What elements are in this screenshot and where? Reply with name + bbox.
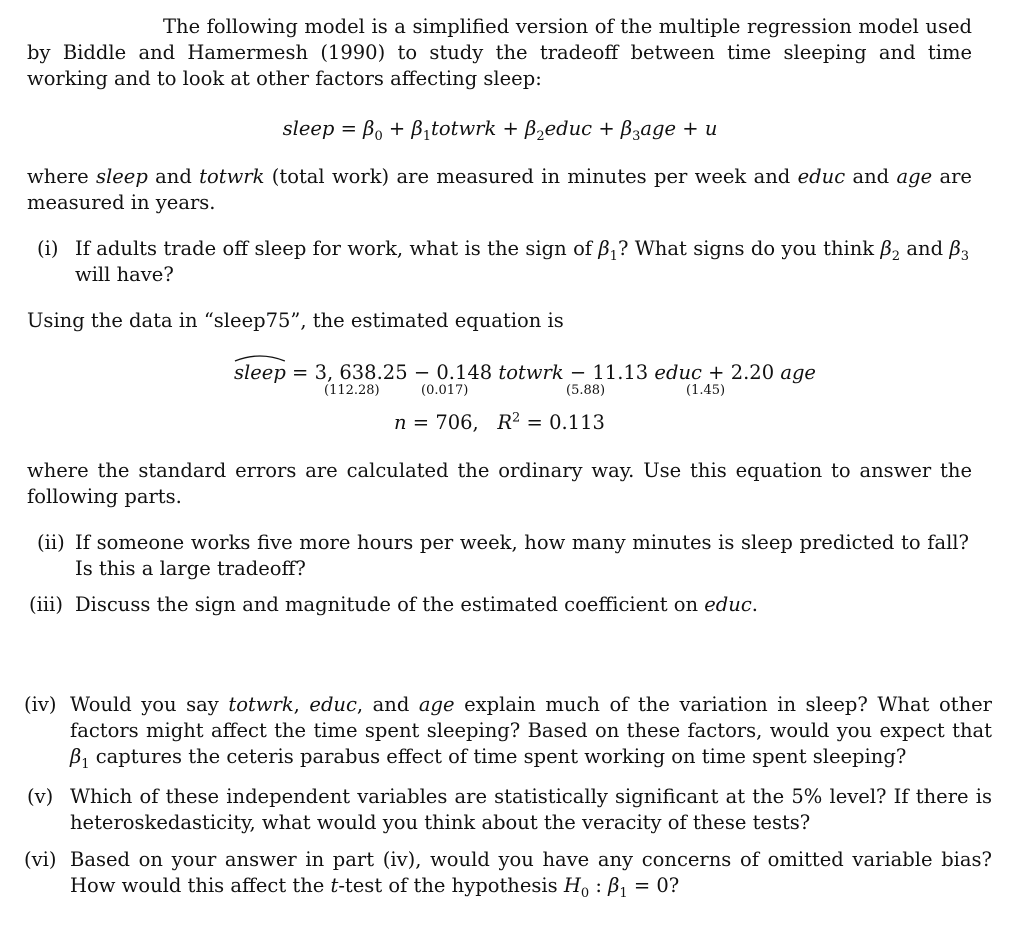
q4-var-totwrk: totwrk	[228, 693, 294, 716]
model-plus-4: +	[682, 117, 699, 140]
question-i-label: (i)	[37, 237, 59, 260]
model-beta1-sub: 1	[422, 128, 432, 144]
q1-beta3: β	[949, 237, 961, 260]
question-i-body	[37, 236, 969, 288]
stats-r2-sup: 2	[512, 410, 521, 426]
q3-text-1: Discuss the sign and magnitude of the estimated coefficient on	[75, 593, 705, 616]
q4-var-age: age	[418, 693, 455, 716]
question-v-label: (v)	[27, 785, 54, 808]
model-beta3: β	[620, 117, 633, 140]
where1-var-age: age	[896, 165, 933, 188]
estimated-coef-totwrk: 0.148	[436, 361, 493, 384]
where1-text-5: are measured in years.	[27, 165, 972, 214]
estimated-lhs-text: sleep	[234, 361, 286, 384]
stats-n-label: n	[394, 411, 407, 434]
q4-var-educ: educ	[309, 693, 357, 716]
estimated-minus-2: −	[569, 361, 587, 384]
where1-text-2: and	[147, 165, 200, 188]
model-beta0-sub: 0	[374, 128, 383, 144]
stats-r2-value: 0.113	[549, 411, 605, 434]
question-v	[27, 784, 992, 836]
q1-beta3-sub: 3	[960, 248, 969, 264]
question-ii-label: (ii)	[37, 531, 65, 554]
model-beta0: β	[363, 117, 375, 140]
estimated-var-totwrk: totwrk	[498, 361, 564, 384]
se-intercept: (112.28)	[324, 383, 380, 398]
q4-text-1: Would you say	[70, 693, 229, 716]
q6-var-t: t	[330, 874, 339, 897]
intro-paragraph	[27, 14, 972, 92]
estimated-equals: =	[292, 361, 309, 384]
stats-r2-equals: =	[526, 411, 543, 434]
where1-text-4: and	[845, 165, 897, 188]
model-plus-1: +	[388, 117, 406, 140]
question-vi-body	[24, 847, 992, 899]
question-iii-body	[29, 592, 961, 618]
model-plus-2: +	[502, 117, 519, 140]
q4-text-3: , and	[356, 693, 419, 716]
question-iii-label: (iii)	[29, 593, 63, 616]
stats-r2-label: R	[497, 411, 513, 434]
q1-beta1-sub: 1	[609, 248, 618, 264]
se-age: (1.45)	[686, 383, 726, 398]
question-v-body: Which of these independent variables are statistically significant at the 5% level? If there is heteroskedasticity, what would you think about the veracity of these tests?	[70, 785, 992, 834]
q6-hypothesis-h-sub: 0	[580, 885, 590, 901]
variable-definitions-paragraph	[27, 164, 972, 216]
intro-text: The following model is a simplified version of the multiple regression model used by Biddle and Hamermesh (1990) to study the tradeoff between time sleeping and time working and to look at other factors affecting sleep:	[27, 15, 972, 90]
model-error-term: u	[704, 117, 718, 140]
question-iv-label: (iv)	[24, 693, 57, 716]
q4-text-5: captures the ceteris parabus effect of time spent working on time spent sleeping?	[89, 745, 907, 768]
estimated-coef-age: 2.20	[730, 361, 775, 384]
q4-beta1: β	[70, 745, 82, 768]
model-lhs: sleep	[282, 117, 335, 140]
using-data-paragraph	[27, 308, 972, 334]
se-totwrk: (0.017)	[421, 383, 469, 398]
q1-text-4: will have?	[75, 263, 174, 286]
q6-beta1: β	[608, 874, 620, 897]
q1-beta1: β	[598, 237, 610, 260]
model-equals: =	[340, 117, 357, 140]
q3-text-2: .	[751, 593, 758, 616]
stats-n-equals: =	[412, 411, 430, 434]
q6-text-3: :	[589, 874, 609, 897]
q4-beta1-sub: 1	[81, 756, 90, 772]
using-text: Using the data in “sleep75”, the estimated equation is	[27, 309, 564, 332]
estimated-coef-educ: 11.13	[592, 361, 649, 384]
question-iii	[29, 592, 961, 618]
model-var-totwrk: totwrk	[431, 117, 497, 140]
estimated-lhs	[234, 360, 286, 386]
model-beta2: β	[525, 117, 537, 140]
question-iv-body	[24, 692, 992, 770]
q6-text-1: Based on your answer in part (iv), would you have any concerns of omitted variable bias? How would this affect the	[70, 848, 992, 897]
where1-var-totwrk: totwrk	[199, 165, 265, 188]
q6-beta1-sub: 1	[619, 885, 628, 901]
question-vi-label: (vi)	[24, 848, 57, 871]
q1-beta2: β	[880, 237, 892, 260]
q3-var-educ: educ	[704, 593, 752, 616]
estimated-var-educ: educ	[654, 361, 702, 384]
question-vi	[24, 847, 992, 899]
q4-text-2: ,	[293, 693, 310, 716]
model-beta1: β	[411, 117, 423, 140]
stats-n-value: 706,	[435, 411, 479, 434]
question-iv	[24, 692, 992, 770]
question-ii	[37, 530, 969, 582]
estimated-minus-1: −	[413, 361, 431, 384]
estimated-var-age: age	[780, 361, 816, 384]
model-var-educ: educ	[544, 117, 593, 140]
where1-var-educ: educ	[797, 165, 846, 188]
population-model-equation	[0, 116, 1000, 142]
where1-text-3: (total work) are measured in minutes per week and	[264, 165, 798, 188]
where2-text: where the standard errors are calculated the ordinary way. Use this equation to answer the following parts.	[27, 459, 972, 508]
estimated-plus: +	[708, 361, 725, 384]
model-beta2-sub: 2	[536, 128, 545, 144]
question-ii-body: If someone works five more hours per week, how many minutes is sleep predicted to fall? Is this a large tradeoff?	[75, 531, 969, 580]
where1-var-sleep: sleep	[96, 165, 148, 188]
q1-text-3: and	[900, 237, 950, 260]
se-educ: (5.88)	[566, 383, 606, 398]
q1-text-1: If adults trade off sleep for work, what is the sign of	[75, 237, 599, 260]
model-beta3-sub: 3	[632, 128, 641, 144]
estimated-equation	[234, 360, 816, 386]
q6-hypothesis-h: H	[563, 874, 581, 897]
q6-text-4: = 0?	[627, 874, 680, 897]
model-var-age: age	[640, 117, 677, 140]
model-plus-3: +	[598, 117, 615, 140]
where1-text-1: where	[27, 165, 96, 188]
q1-beta2-sub: 2	[891, 248, 901, 264]
question-i	[37, 236, 969, 288]
q6-text-2: -test of the hypothesis	[338, 874, 564, 897]
estimated-intercept: 3, 638.25	[314, 361, 408, 384]
hat-accent	[234, 352, 286, 362]
regression-stats	[394, 410, 605, 436]
q1-text-2: ? What signs do you think	[617, 237, 881, 260]
q4-text-4: explain much of the variation in sleep? What other factors might affect the time spent sleeping? Based on these factors, would you expect that	[70, 693, 992, 742]
standard-errors-paragraph	[27, 458, 972, 510]
